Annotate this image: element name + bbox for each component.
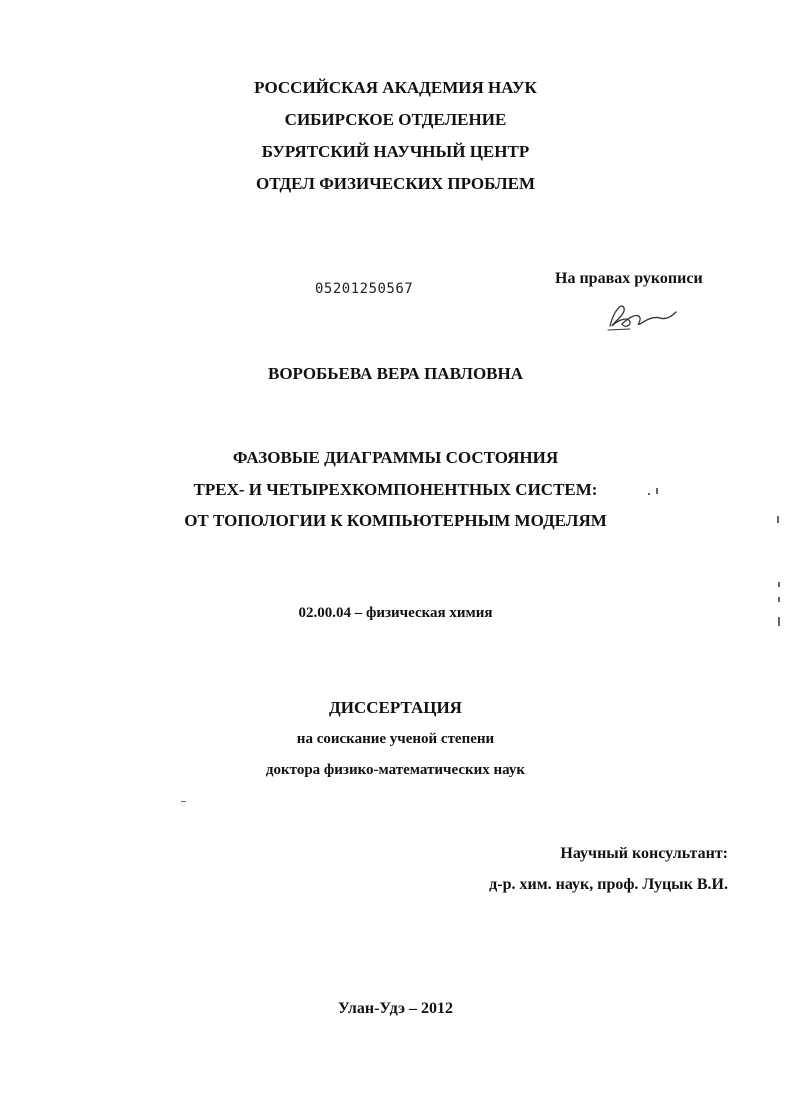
org-line-department: ОТДЕЛ ФИЗИЧЕСКИХ ПРОБЛЕМ (255, 174, 535, 193)
work-type-line-2: доктора физико-математических наук (265, 762, 526, 778)
scan-speck (778, 582, 780, 587)
scan-speck (777, 516, 779, 523)
org-line-center: БУРЯТСКИЙ НАУЧНЫЙ ЦЕНТР (261, 142, 530, 161)
place-year: Улан-Удэ – 2012 (337, 1000, 454, 1017)
org-line-branch: СИБИРСКОЕ ОТДЕЛЕНИЕ (284, 110, 507, 129)
consultant-label: Научный консультант: (560, 845, 728, 862)
author-name: ВОРОБЬЕВА ВЕРА ПАВЛОВНА (267, 364, 524, 383)
scan-speck (181, 801, 186, 802)
signature-image (600, 296, 680, 334)
title-line-3: ОТ ТОПОЛОГИИ К КОМПЬЮТЕРНЫМ МОДЕЛЯМ (184, 511, 607, 530)
work-type-line-1: на соискание ученой степени (296, 731, 495, 747)
scan-speck (778, 617, 780, 626)
catalog-code: 05201250567 (315, 281, 414, 297)
title-line-1: ФАЗОВЫЕ ДИАГРАММЫ СОСТОЯНИЯ (232, 448, 559, 467)
consultant-name: д-р. хим. наук, проф. Луцык В.И. (489, 876, 728, 893)
specialty: 02.00.04 – физическая химия (298, 605, 493, 621)
scan-speck (656, 488, 658, 494)
title-line-2: ТРЕХ- И ЧЕТЫРЕХКОМПОНЕНТНЫХ СИСТЕМ: (193, 480, 598, 499)
scan-speck (778, 597, 780, 602)
scan-speck (648, 493, 650, 495)
rights-note: На правах рукописи (555, 270, 703, 287)
work-type-heading: ДИССЕРТАЦИЯ (329, 698, 462, 717)
org-line-academy: РОССИЙСКАЯ АКАДЕМИЯ НАУК (254, 78, 537, 97)
